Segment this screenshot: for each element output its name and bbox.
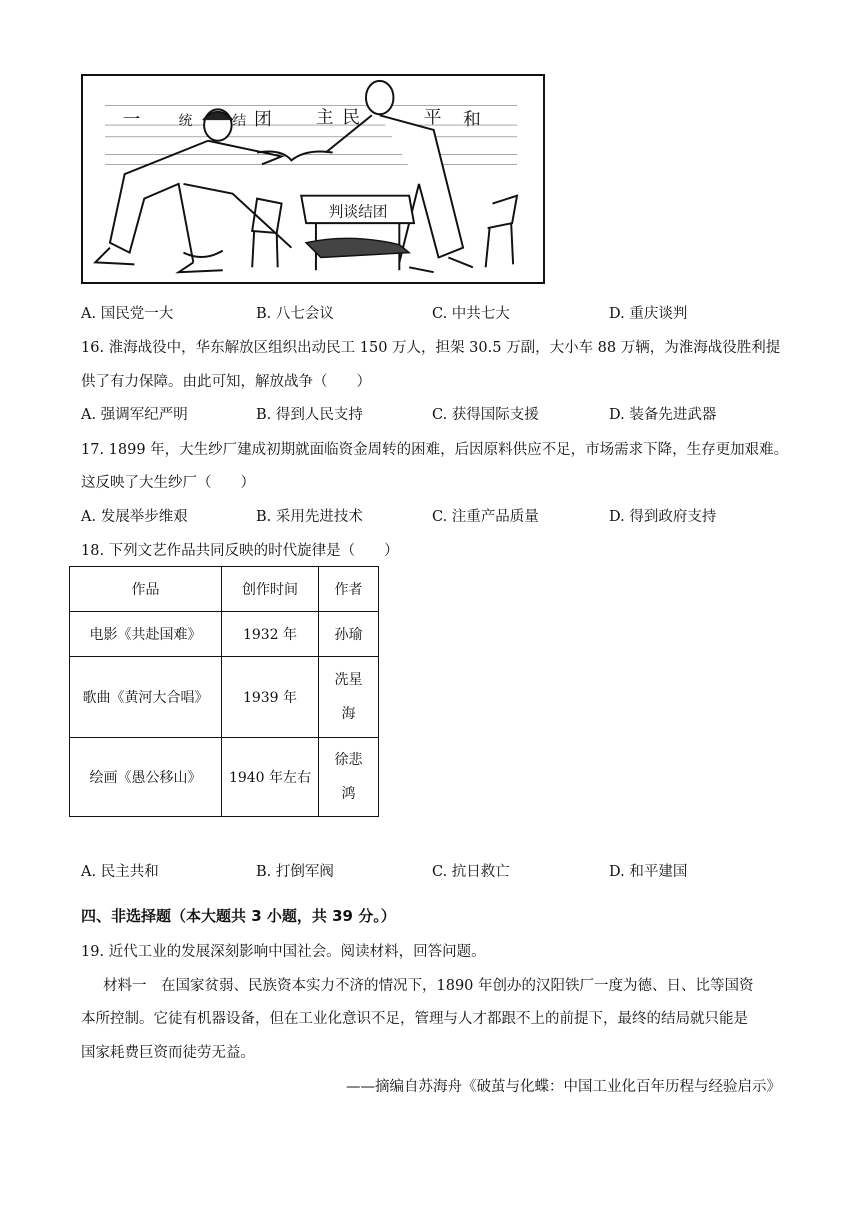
banner-char: 团 bbox=[254, 110, 272, 131]
cartoon-illustration bbox=[81, 74, 545, 284]
q18-option-a[interactable]: A. 民主共和 bbox=[81, 864, 159, 880]
material-line1: 材料一 在国家贫弱、民族资本实力不济的情况下，1890 年创办的汉阳铁厂一度为德、日、比等国资 bbox=[103, 978, 754, 994]
banner-char: 结 bbox=[232, 113, 247, 130]
author-line2: 海 bbox=[341, 706, 356, 722]
header-author: 作者 bbox=[319, 567, 379, 612]
section-title: 四、非选择题（本大题共 3 小题，共 39 分。） bbox=[81, 907, 396, 925]
author-line1: 冼星 bbox=[334, 672, 363, 688]
banner-char: 和 bbox=[463, 110, 481, 131]
table-row bbox=[70, 738, 379, 817]
cell-work: 歌曲《黄河大合唱》 bbox=[70, 657, 222, 738]
header-work: 作品 bbox=[70, 567, 222, 612]
q18-option-d[interactable]: D. 和平建国 bbox=[609, 864, 688, 880]
table-row bbox=[70, 657, 379, 738]
q16-stem-line1: 16. 淮海战役中，华东解放区组织出动民工 150 万人，担架 30.5 万副，大小车 88 万辆，为淮海战役胜利提 bbox=[81, 340, 781, 356]
header-time: 创作时间 bbox=[222, 567, 319, 612]
table-header-row bbox=[70, 567, 379, 612]
banner-char: 一 bbox=[122, 110, 141, 131]
cell-time: 1932 年 bbox=[222, 612, 319, 657]
q16-option-a[interactable]: A. 强调军纪严明 bbox=[81, 407, 188, 423]
cell-work: 绘画《愚公移山》 bbox=[70, 738, 222, 817]
material-line2: 本所控制。它徒有机器设备，但在工业化意识不足，管理与人才都跟不上的前提下，最终的结局就只能是 bbox=[81, 1011, 748, 1027]
q18-stem: 18. 下列文艺作品共同反映的时代旋律是（ ） bbox=[81, 543, 399, 559]
material-source: ——摘编自苏海舟《破茧与化蝶：中国工业化百年历程与经验启示》 bbox=[346, 1079, 781, 1095]
table-label: 判谈结团 bbox=[328, 203, 388, 221]
q17-stem-line1: 17. 1899 年，大生纱厂建成初期就面临资金周转的困难，后因原料供应不足，市场需求下降，生存更加艰难。 bbox=[81, 442, 789, 458]
q15-option-a[interactable]: A. 国民党一大 bbox=[81, 306, 174, 322]
q17-option-b[interactable]: B. 采用先进技术 bbox=[256, 509, 363, 525]
author-line1: 孙瑜 bbox=[334, 627, 363, 643]
cell-author bbox=[319, 612, 379, 657]
cell-work: 电影《共赴国难》 bbox=[70, 612, 222, 657]
banner-char: 统 bbox=[178, 113, 193, 130]
q17-option-c[interactable]: C. 注重产品质量 bbox=[432, 509, 539, 525]
q16-option-d[interactable]: D. 装备先进武器 bbox=[609, 407, 717, 423]
banner-char: 民 bbox=[342, 108, 361, 129]
q17-stem-line2: 这反映了大生纱厂（ ） bbox=[81, 475, 255, 491]
works-table bbox=[69, 566, 379, 817]
q17-option-a[interactable]: A. 发展举步维艰 bbox=[81, 509, 188, 525]
q16-option-b[interactable]: B. 得到人民支持 bbox=[256, 407, 363, 423]
q17-option-d[interactable]: D. 得到政府支持 bbox=[609, 509, 717, 525]
banner-char: 平 bbox=[423, 108, 442, 129]
banner-char: 主 bbox=[315, 108, 334, 129]
material-line3: 国家耗费巨资而徒劳无益。 bbox=[81, 1045, 255, 1061]
cell-time: 1940 年左右 bbox=[222, 738, 319, 817]
q19-stem: 19. 近代工业的发展深刻影响中国社会。阅读材料，回答问题。 bbox=[81, 944, 486, 960]
author-line1: 徐悲 bbox=[334, 752, 363, 768]
q16-option-c[interactable]: C. 获得国际支援 bbox=[432, 407, 539, 423]
q15-option-b[interactable]: B. 八七会议 bbox=[256, 306, 334, 322]
cell-time: 1939 年 bbox=[222, 657, 319, 738]
cell-author bbox=[319, 657, 379, 738]
q15-option-d[interactable]: D. 重庆谈判 bbox=[609, 306, 688, 322]
q15-option-c[interactable]: C. 中共七大 bbox=[432, 306, 510, 322]
cell-author bbox=[319, 738, 379, 817]
author-line2: 鸿 bbox=[341, 786, 356, 802]
q18-option-c[interactable]: C. 抗日救亡 bbox=[432, 864, 510, 880]
q18-option-b[interactable]: B. 打倒军阀 bbox=[256, 864, 334, 880]
q16-stem-line2: 供了有力保障。由此可知，解放战争（ ） bbox=[81, 374, 371, 390]
table-row bbox=[70, 612, 379, 657]
